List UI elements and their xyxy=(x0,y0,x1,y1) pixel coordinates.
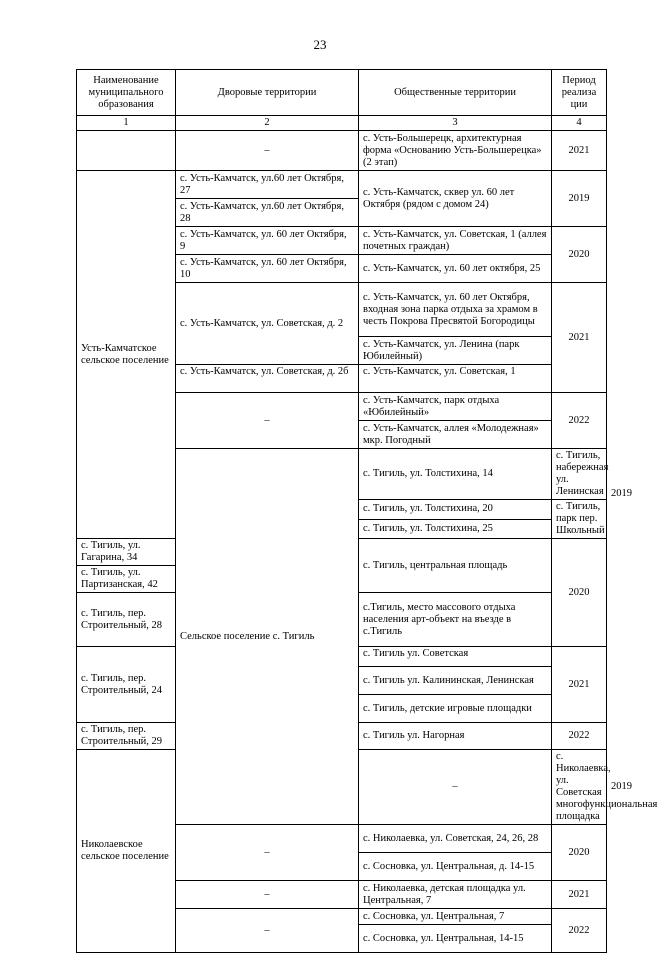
header-municipality: Наименование муниципального образования xyxy=(77,70,176,116)
public-cell: с. Тигиль, парк пер. Школьный xyxy=(552,500,607,539)
table-row xyxy=(77,171,607,199)
yard-cell: с. Усть-Камчатск, ул.60 лет Октября, 28 xyxy=(176,199,359,227)
yard-cell: с. Тигиль, пер. Строительный, 29 xyxy=(77,723,176,750)
yard-cell: – xyxy=(176,881,359,909)
year-cell: 2022 xyxy=(552,393,607,449)
table-row: Николаевское сельское поселение – с. Николаевка, ул. Советская многофункциональная площадка 2019 xyxy=(77,750,607,825)
column-number: 1 xyxy=(77,116,176,131)
public-cell: с. Усть-Камчатск, парк отдыха «Юбилейный» xyxy=(359,393,552,421)
year-cell: 2019 xyxy=(552,171,607,227)
year-cell: 2021 xyxy=(552,647,607,723)
public-cell: с.Тигиль, место массового отдыха населения арт-объект на въезде в с.Тигиль xyxy=(359,593,552,647)
yard-cell: – xyxy=(176,825,359,881)
table-row xyxy=(77,131,607,171)
yard-cell: – xyxy=(176,393,359,449)
public-cell: с. Сосновка, ул. Центральная, 7 xyxy=(359,909,552,925)
public-cell: с. Николаевка, ул. Советская, 24, 26, 28 xyxy=(359,825,552,853)
public-cell: с. Тигиль ул. Калининская, Ленинская xyxy=(359,667,552,695)
yard-cell: с. Усть-Камчатск, ул. Советская, д. 2б xyxy=(176,365,359,393)
public-cell: с. Усть-Камчатск, аллея «Молодежная» мкр. Погодный xyxy=(359,421,552,449)
header-period: Период реализа ции xyxy=(552,70,607,116)
municipality-cell: Усть-Камчатское сельское поселение xyxy=(77,171,176,539)
territories-table xyxy=(76,69,657,953)
public-cell: с. Николаевка, детская площадка ул. Центральная, 7 xyxy=(359,881,552,909)
yard-cell: – xyxy=(176,131,359,171)
page-number: 23 xyxy=(313,37,327,52)
public-cell: с. Усть-Камчатск, ул. Ленина (парк Юбилейный) xyxy=(359,337,552,365)
municipality-cell xyxy=(77,131,176,171)
header-row xyxy=(77,70,607,116)
yard-cell: с. Тигиль, ул. Толстихина, 20 xyxy=(359,500,552,520)
column-number: 2 xyxy=(176,116,359,131)
public-cell: с. Тигиль ул. Нагорная xyxy=(359,723,552,750)
column-numbers-row xyxy=(77,116,607,131)
public-cell: с. Тигиль, набережная ул. Ленинская xyxy=(552,449,607,500)
year-cell: 2021 xyxy=(552,881,607,909)
yard-cell: с. Тигиль, ул. Партизанская, 42 xyxy=(77,566,176,593)
public-cell: с. Сосновка, ул. Центральная, 14-15 xyxy=(359,925,552,953)
yard-cell: с. Усть-Камчатск, ул. 60 лет Октября, 10 xyxy=(176,255,359,283)
column-number: 3 xyxy=(359,116,552,131)
year-cell: 2022 xyxy=(552,723,607,750)
public-cell: с. Усть-Камчатск, сквер ул. 60 лет Октября (рядом с домом 24) xyxy=(359,171,552,227)
public-cell: с. Усть-Камчатск, ул. Советская, 1 (аллея почетных граждан) xyxy=(359,227,552,255)
yard-cell: с. Тигиль, пер. Строительный, 28 xyxy=(77,593,176,647)
public-cell: с. Усть-Камчатск, ул. Советская, 1 xyxy=(359,365,552,393)
yard-cell: с. Тигиль, ул. Гагарина, 34 xyxy=(77,539,176,566)
yard-cell: с. Тигиль, пер. Строительный, 24 xyxy=(77,647,176,723)
header-yard-territories: Дворовые территории xyxy=(176,70,359,116)
yard-cell: с. Тигиль, ул. Толстихина, 25 xyxy=(359,519,552,539)
yard-cell: с. Усть-Камчатск, ул. Советская, д. 2 xyxy=(176,283,359,365)
public-cell: с. Усть-Камчатск, ул. 60 лет Октября, входная зона парка отдыха за храмом в честь Покрова Пресвятой Богородицы xyxy=(359,283,552,337)
year-cell: 2022 xyxy=(552,909,607,953)
public-cell: с. Усть-Камчатск, ул. 60 лет октября, 25 xyxy=(359,255,552,283)
column-number: 4 xyxy=(552,116,607,131)
yard-cell: – xyxy=(176,909,359,953)
public-cell: с. Сосновка, ул. Центральная, д. 14-15 xyxy=(359,853,552,881)
table-row: Сельское поселение с. Тигиль с. Тигиль, ул. Толстихина, 14 с. Тигиль, набережная ул. Ленинская 2019 xyxy=(77,449,607,500)
public-cell: с. Усть-Большерецк, архитектурная форма «Основанию Усть-Большерецка» (2 этап) xyxy=(359,131,552,171)
year-cell: 2021 xyxy=(552,131,607,171)
yard-cell: с. Усть-Камчатск, ул.60 лет Октября, 27 xyxy=(176,171,359,199)
year-cell: 2020 xyxy=(552,539,607,647)
public-cell: с. Тигиль, детские игровые площадки xyxy=(359,695,552,723)
public-cell: с. Тигиль ул. Советская xyxy=(359,647,552,667)
header-public-territories: Общественные территории xyxy=(359,70,552,116)
public-cell: с. Тигиль, центральная площадь xyxy=(359,539,552,593)
public-cell: с. Николаевка, ул. Советская многофункциональная площадка xyxy=(552,750,607,825)
yard-cell: с. Усть-Камчатск, ул. 60 лет Октября, 9 xyxy=(176,227,359,255)
yard-cell: – xyxy=(359,750,552,825)
municipality-cell: Сельское поселение с. Тигиль xyxy=(176,449,359,825)
year-cell: 2020 xyxy=(552,227,607,283)
year-cell: 2020 xyxy=(552,825,607,881)
year-cell: 2021 xyxy=(552,283,607,393)
municipality-cell: Николаевское сельское поселение xyxy=(77,750,176,953)
yard-cell: с. Тигиль, ул. Толстихина, 14 xyxy=(359,449,552,500)
